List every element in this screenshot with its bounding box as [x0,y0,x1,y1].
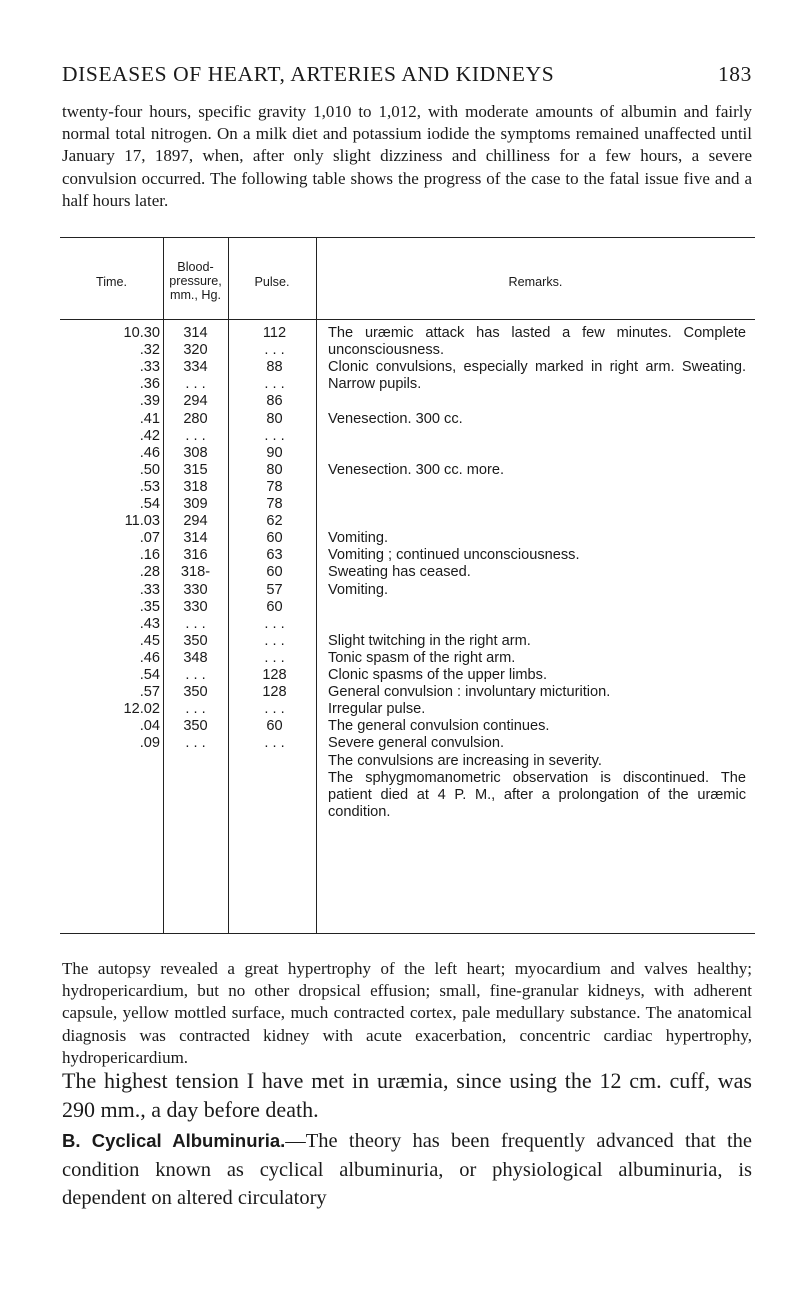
remark: The uræmic attack has lasted a few minutes. Complete unconsciousness. [328,325,746,359]
time-cell: .32 [139,342,160,359]
pulse-cell: . . . [264,342,285,359]
table-row [60,393,755,410]
blood-pressure-cell: 308 [183,444,208,461]
pulse-cell: . . . [264,701,285,718]
pulse-cell: 88 [266,359,283,376]
pulse-cell: 80 [266,461,283,478]
pulse-cell: . . . [264,615,285,632]
header-remarks: Remarks. [508,275,563,289]
pulse-cell: 128 [262,667,287,683]
pulse-cell: . . . [264,427,285,444]
remark: The general convulsion continues. [328,718,550,735]
table-row [60,428,755,445]
remark: Slight twitching in the right arm. [328,632,531,649]
blood-pressure-cell: 309 [183,496,208,512]
header-bp-line: pressure, [169,274,222,288]
header-rule [60,319,755,320]
blood-pressure-cell: 294 [183,513,208,530]
blood-pressure-cell: 314 [183,325,208,341]
header-bp-line: mm., Hg. [169,288,222,302]
time-cell: .46 [139,649,160,666]
running-header [62,62,752,87]
blood-pressure-cell: . . . [185,427,206,444]
table-row [60,599,755,616]
blood-pressure-cell: . . . [185,735,206,752]
blood-pressure-cell: 320 [183,342,208,359]
pulse-cell: 60 [266,564,283,581]
remark: Irregular pulse. [328,701,426,718]
time-cell: .28 [139,564,160,581]
remark: General convulsion : involuntary micturition. [328,684,611,701]
remark: Vomiting. [328,581,389,598]
pulse-cell: 86 [266,393,283,410]
blood-pressure-cell: . . . [185,701,206,718]
table-row [60,513,755,530]
header-blood-pressure [163,260,228,302]
table-row [60,496,755,513]
remark: Venesection. 300 cc. [328,410,463,427]
time-cell: .54 [139,496,160,512]
blood-pressure-cell: 348 [183,649,208,666]
cyclical-paragraph [62,1127,752,1213]
time-cell: .54 [139,667,160,683]
time-cell: .46 [139,444,160,461]
blood-pressure-cell: 330 [183,581,208,598]
pulse-cell: 60 [266,598,283,615]
blood-pressure-cell: 294 [183,393,208,410]
running-title: DISEASES OF HEART, ARTERIES AND KIDNEYS [62,62,555,86]
time-cell: .33 [139,359,160,376]
blood-pressure-cell: 315 [183,461,208,478]
time-cell: 10.30 [123,325,160,341]
blood-pressure-cell: 316 [183,547,208,564]
tension-paragraph: The highest tension I have met in uræmia, since using the 12 cm. cuff, was 290 mm., a day before death. [62,1068,752,1122]
pulse-cell: . . . [264,376,285,393]
time-cell: .41 [139,410,160,427]
header-time: Time. [95,275,128,289]
time-cell: .33 [139,581,160,598]
blood-pressure-cell: 330 [183,598,208,615]
time-cell: .53 [139,478,160,495]
pulse-cell: 78 [266,478,283,495]
blood-pressure-cell: 318- [180,564,211,581]
pulse-cell: 62 [266,513,283,530]
time-cell: .43 [139,615,160,632]
pulse-cell: . . . [264,649,285,666]
pulse-cell: . . . [264,735,285,752]
pulse-cell: 128 [262,684,287,701]
blood-pressure-cell: 280 [183,410,208,427]
pulse-cell: . . . [264,632,285,649]
remark: Clonic spasms of the upper limbs. [328,667,547,683]
blood-pressure-cell: . . . [185,667,206,683]
cyclical-text: —The theory has been frequently advanced that the condition known as cyclical albuminuria, or physiological albuminuria, is dependent on altered circulatory [62,1130,752,1209]
time-cell: .35 [139,598,160,615]
case-progress-table [60,237,755,934]
time-cell: .16 [139,547,160,564]
intro-paragraph: twenty-four hours, specific gravity 1,010 to 1,012, with moderate amounts of albumin and fairly normal total nitrogen. On a milk diet and potassium iodide the symptoms remained unaffected until January 17, 1897, when, after only slight dizziness and chilliness for a few hours, a severe convulsion occurred. The following table shows the progress of the case to the fatal issue five and a half hours later. [62,102,752,210]
blood-pressure-cell: 350 [183,632,208,649]
remark: Vomiting ; continued unconsciousness. [328,547,580,564]
pulse-cell: 63 [266,547,283,564]
time-cell: 12.02 [123,701,160,718]
remark: Vomiting. [328,530,389,547]
blood-pressure-cell: 350 [183,718,208,735]
remark: Severe general convulsion. [328,735,505,752]
pulse-cell: 112 [262,325,287,341]
remark: Tonic spasm of the right arm. [328,649,516,666]
time-cell: .45 [139,632,160,649]
page-number: 183 [717,62,752,86]
time-cell: .57 [139,684,160,701]
header-bp-line: Blood- [177,260,214,274]
table-row [60,479,755,496]
pulse-cell: 60 [266,718,283,735]
blood-pressure-cell: . . . [185,376,206,393]
blood-pressure-cell: 318 [183,478,208,495]
table-row [60,445,755,462]
time-cell: .42 [139,427,160,444]
remark: Clonic convulsions, especially marked in right arm. Sweating. Narrow pupils. [328,359,746,393]
time-cell: .09 [139,735,160,752]
pulse-cell: 78 [266,496,283,512]
remark: Venesection. 300 cc. more. [328,461,505,478]
time-cell: .07 [139,530,160,547]
blood-pressure-cell: 314 [183,530,208,547]
autopsy-paragraph: The autopsy revealed a great hypertrophy of the left heart; myocardium and valves healthy; hydropericardium, but no other dropsical effusion; small, fine-granular kidneys, with adherent capsule, yellow mottled surface, much contracted cortex, pale medullary substance. The anatomical diagnosis was contracted kidney with acute exacerbation, concentric cardiac hypertrophy, hydropericardium. [62,959,752,1067]
table-row [60,616,755,633]
pulse-cell: 90 [266,444,283,461]
blood-pressure-cell: 334 [183,359,208,376]
header-pulse: Pulse. [254,275,290,289]
time-cell: .04 [139,718,160,735]
remark: The sphygmomanometric observation is discontinued. The patient died at 4 P. M., after a prolongation of the uræmic condition. [328,769,746,820]
blood-pressure-cell: . . . [185,615,206,632]
time-cell: .50 [139,461,160,478]
time-cell: .36 [139,376,160,393]
time-cell: .39 [139,393,160,410]
time-cell: 11.03 [124,513,160,530]
pulse-cell: 60 [266,530,283,547]
section-heading: B. Cyclical Albuminuria. [62,1130,286,1151]
remark: Sweating has ceased. [328,564,471,581]
pulse-cell: 80 [266,410,283,427]
blood-pressure-cell: 350 [183,684,208,701]
pulse-cell: 57 [266,581,283,598]
remark: The convulsions are increasing in severity. [328,752,602,769]
